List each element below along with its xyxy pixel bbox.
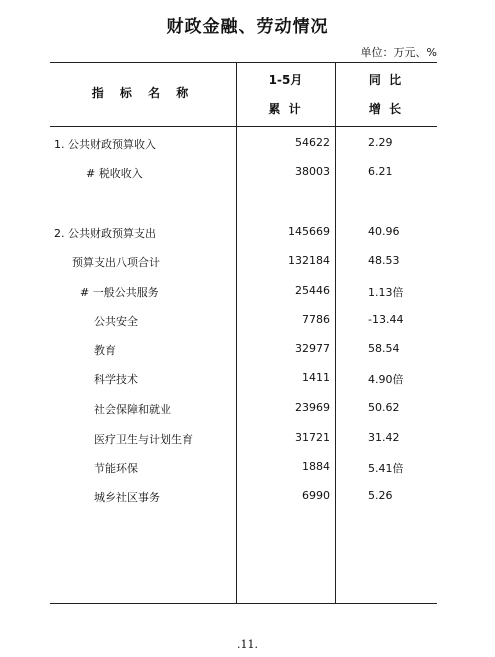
row-value: 31721 — [295, 431, 330, 444]
header-yoy-line1: 同 比 — [368, 73, 404, 87]
row-value: 54622 — [295, 136, 330, 149]
row-value: 145669 — [288, 225, 330, 238]
row-growth: 2.29 — [368, 136, 393, 149]
row-value: 7786 — [302, 313, 330, 326]
row-label: 公共安全 — [94, 315, 138, 328]
row-label: 教育 — [94, 344, 116, 357]
header-cumulative: 累 计 — [268, 102, 303, 116]
row-growth: 1.13倍 — [368, 286, 404, 299]
row-label: 科学技术 — [94, 373, 138, 386]
row-growth: 4.90倍 — [368, 373, 404, 386]
row-label: 节能环保 — [94, 462, 138, 475]
row-label: 1. 公共财政预算收入 — [54, 138, 156, 151]
row-value: 1411 — [302, 371, 330, 384]
row-value: 32977 — [295, 342, 330, 355]
header-bottom-rule — [50, 126, 437, 127]
page-number: .11. — [237, 638, 258, 651]
page-title: 财政金融、劳动情况 — [166, 17, 329, 37]
row-growth: 5.26 — [368, 489, 393, 502]
row-growth: -13.44 — [368, 313, 404, 326]
table-bottom-rule — [50, 603, 437, 604]
row-label: 社会保障和就业 — [94, 403, 171, 416]
header-period: 1-5月 — [268, 73, 303, 87]
row-value: 38003 — [295, 165, 330, 178]
row-value: 23969 — [295, 401, 330, 414]
row-growth: 50.62 — [368, 401, 400, 414]
header-yoy-line2: 增 长 — [368, 102, 404, 116]
column-divider-2 — [335, 62, 336, 603]
row-label: # 一般公共服务 — [80, 286, 159, 299]
row-value: 25446 — [295, 284, 330, 297]
row-value: 6990 — [302, 489, 330, 502]
row-value: 132184 — [288, 254, 330, 267]
row-label: 城乡社区事务 — [94, 491, 160, 504]
row-label: # 税收收入 — [86, 167, 143, 180]
column-divider-1 — [236, 62, 237, 603]
row-value: 1884 — [302, 460, 330, 473]
unit-note: 单位：万元、% — [360, 46, 437, 59]
row-growth: 58.54 — [368, 342, 400, 355]
row-growth: 6.21 — [368, 165, 393, 178]
row-growth: 48.53 — [368, 254, 400, 267]
header-indicator: 指 标 名 称 — [91, 86, 195, 100]
row-label: 医疗卫生与计划生育 — [94, 433, 193, 446]
row-growth: 5.41倍 — [368, 462, 404, 475]
row-growth: 40.96 — [368, 225, 400, 238]
table-top-rule — [50, 62, 437, 63]
row-label: 2. 公共财政预算支出 — [54, 227, 156, 240]
row-growth: 31.42 — [368, 431, 400, 444]
row-label: 预算支出八项合计 — [72, 256, 160, 269]
